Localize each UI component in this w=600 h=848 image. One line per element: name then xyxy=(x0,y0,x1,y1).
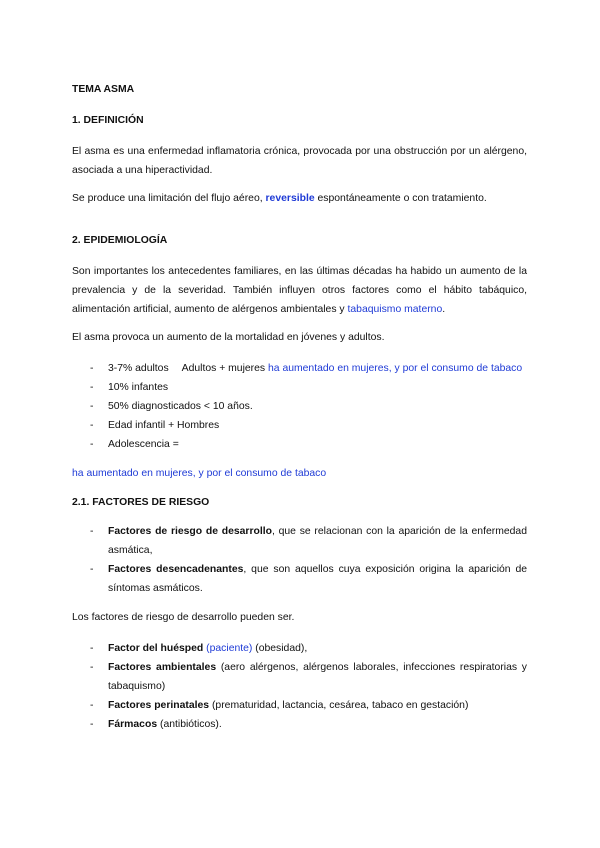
list-item-rest: (antibióticos). xyxy=(157,719,222,730)
definition-paragraph: El asma es una enfermedad inflamatoria crónica, provocada por una obstrucción por un alérgeno, asociada a una hiperactividad. xyxy=(72,146,527,176)
list-item-rest: (obesidad), xyxy=(252,643,308,654)
list-item xyxy=(72,435,527,454)
list-item-rest: (aero alérgenos, alérgenos laborales, infecciones respiratorias y tabaquismo) xyxy=(108,662,528,692)
list-item-text: 3-7% adultos xyxy=(108,363,169,374)
list-item-bold: Factores ambientales xyxy=(108,662,217,673)
list-item-text xyxy=(108,658,527,696)
reversible-highlight: reversible xyxy=(265,193,315,204)
document-title: TEMA ASMA xyxy=(72,84,135,95)
section-heading-epidemiologia: 2. EPIDEMIOLOGÍA xyxy=(72,235,168,246)
list-item-extra: Adultos + mujeres xyxy=(181,363,268,374)
list-item-blue-note: (paciente) xyxy=(203,643,253,654)
epidemiology-text: Son importantes los antecedentes familiares, en las últimas décadas ha habido un aumento de la prevalencia y de la severidad. También influyen otros factores como el hábito tabáquico, alimentación artificial, aumento de alérgenos ambientales y xyxy=(72,266,527,315)
airflow-text-before: Se produce una limitación del flujo aéreo, xyxy=(72,193,266,204)
dash-bullet: - xyxy=(90,700,94,711)
list-item-text xyxy=(108,639,527,658)
list-item-text xyxy=(108,696,527,715)
dash-bullet: - xyxy=(90,719,94,730)
list-item-text: 10% infantes xyxy=(108,382,169,393)
list-item xyxy=(72,416,527,435)
list-item-text xyxy=(108,522,527,560)
list-item-bold: Fármacos xyxy=(108,719,158,730)
list-item xyxy=(72,658,527,696)
list-item xyxy=(72,397,527,416)
list-item-bold: Factor del huésped xyxy=(108,643,204,654)
mortality-paragraph: El asma provoca un aumento de la mortalidad en jóvenes y adultos. xyxy=(72,332,385,343)
list-item-rest: , que son aquellos cuya exposición origina la aparición de síntomas asmáticos. xyxy=(108,564,528,594)
list-item-text: 50% diagnosticados < 10 años. xyxy=(108,401,253,412)
list-item-blue-note: ha aumentado en mujeres, y por el consumo de tabaco xyxy=(268,363,523,374)
list-item xyxy=(72,639,527,658)
list-item-rest: , que se relacionan con la aparición de la enfermedad asmática, xyxy=(108,526,527,556)
list-item-bold: Factores perinatales xyxy=(108,700,210,711)
epidemiology-paragraph xyxy=(72,262,527,319)
tabaquismo-materno-highlight: tabaquismo materno xyxy=(347,304,443,315)
dash-bullet: - xyxy=(90,662,94,673)
dash-bullet: - xyxy=(90,382,94,393)
risk-factor-types-list xyxy=(72,522,527,598)
airflow-paragraph xyxy=(72,189,527,208)
list-item-text xyxy=(108,715,527,734)
dash-bullet: - xyxy=(90,401,94,412)
section-heading-factores-de-riesgo: 2.1. FACTORES DE RIESGO xyxy=(72,497,210,508)
dash-bullet: - xyxy=(90,439,94,450)
dash-bullet: - xyxy=(90,564,94,575)
list-item-bold: Factores de riesgo de desarrollo xyxy=(108,526,272,537)
list-item xyxy=(72,378,527,397)
list-item-bold: Factores desencadenantes xyxy=(108,564,244,575)
dash-bullet: - xyxy=(90,420,94,431)
list-item-text: Adolescencia = xyxy=(108,439,179,450)
list-item xyxy=(72,560,527,598)
dash-bullet: - xyxy=(90,643,94,654)
epidemiology-end: . xyxy=(442,304,446,315)
list-item xyxy=(72,522,527,560)
dash-bullet: - xyxy=(90,363,94,374)
list-item-rest: (prematuridad, lactancia, cesárea, tabaco en gestación) xyxy=(209,700,469,711)
list-item xyxy=(72,696,527,715)
prevalence-list xyxy=(72,359,527,454)
development-factors-intro: Los factores de riesgo de desarrollo pueden ser. xyxy=(72,612,295,623)
tobacco-note: ha aumentado en mujeres, y por el consumo de tabaco xyxy=(72,468,327,479)
airflow-text-after: espontáneamente o con tratamiento. xyxy=(314,193,487,204)
document-body xyxy=(72,80,527,744)
dash-bullet: - xyxy=(90,526,94,537)
list-item-text xyxy=(108,560,527,598)
list-item-text: Edad infantil + Hombres xyxy=(108,420,220,431)
section-heading-definicion: 1. DEFINICIÓN xyxy=(72,115,144,126)
list-item xyxy=(72,359,527,378)
list-item xyxy=(72,715,527,734)
development-factors-list xyxy=(72,639,527,734)
